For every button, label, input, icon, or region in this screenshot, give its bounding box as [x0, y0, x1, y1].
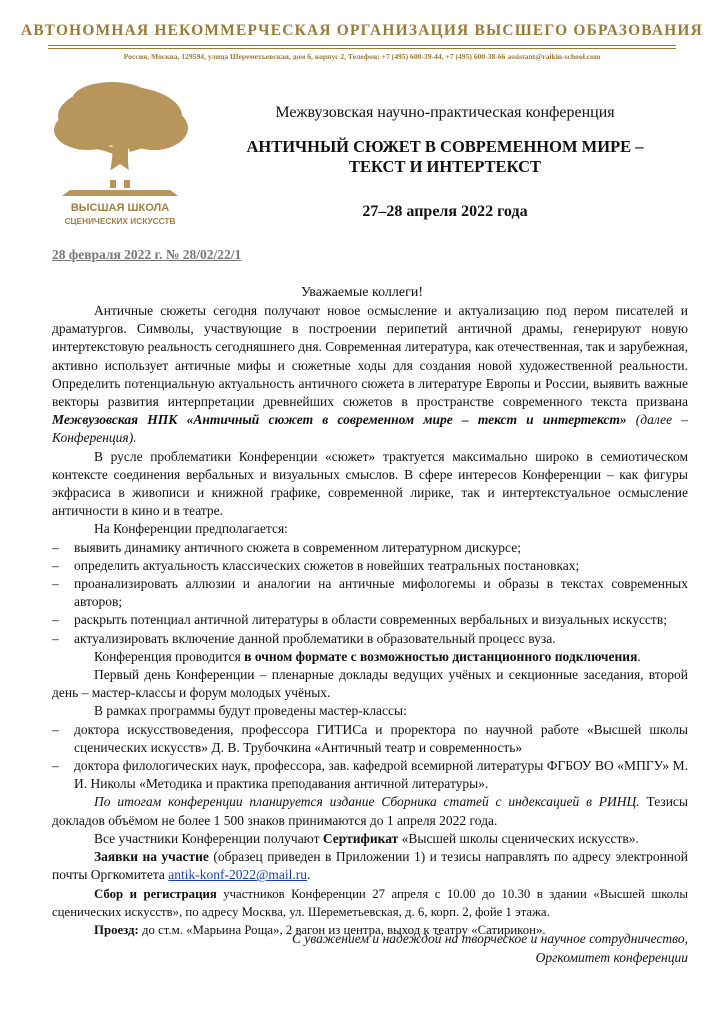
paragraph-masterclasses-intro: В рамках программы будут проведены мастер-классы:	[94, 703, 407, 719]
list-item	[52, 575, 688, 611]
conference-name-emphasis: Межвузовская НПК «Античный сюжет в современном мире – текст и интертекст»	[52, 412, 627, 428]
list-item	[52, 721, 688, 757]
masterclass-text: доктора искусствоведения, профессора ГИТИСа и проректора по научной работе «Высшей школы сценических искусств» Д. В. Трубочкина «Античный театр и современность»	[74, 721, 688, 755]
header-rule-bottom	[48, 48, 676, 49]
certificate-text: Все участники Конференции получают	[94, 830, 323, 846]
conference-dates: 27–28 апреля 2022 года	[362, 203, 528, 220]
dash: –	[52, 630, 59, 646]
directions-text: до ст.м. «Марьина Роща», 2 вагон из центра, выход к театру «Сатирикон».	[138, 922, 546, 937]
signature	[292, 930, 688, 967]
format-text: Конференция проводится	[94, 648, 245, 664]
list-item	[52, 539, 688, 557]
format-emphasis: в очном формате с возможностью дистанционного подключения	[244, 648, 638, 664]
address-line: Россия, Москва, 129594, улица Шереметьевская, дом 6, корпус 2, Телефон: +7 (495) 600-39-44, +7 (495) 600-38-66 assistant@raikin-school.com	[123, 52, 601, 61]
list-item	[52, 757, 688, 793]
header-rule-top	[48, 45, 676, 46]
dash: –	[52, 539, 59, 555]
list-item	[52, 630, 688, 648]
list-item	[52, 557, 688, 575]
list-item	[52, 611, 688, 629]
certificate-end: «Высшей школы сценических искусств».	[398, 830, 639, 846]
directions-emphasis: Проезд:	[94, 922, 139, 937]
dash: –	[52, 612, 59, 628]
publication-text: Тезисы докладов объёмом не более 1 500 знаков принимаются до 1 апреля 2022 года.	[52, 794, 688, 828]
goal-text: проанализировать аллюзии и аналогии на античные мифологемы и образы в текстах современных авторов;	[74, 576, 688, 610]
logo-line1: ВЫСШАЯ ШКОЛА	[70, 202, 170, 214]
goal-text: актуализировать включение данной проблематики в образовательный процесс вуза.	[74, 630, 556, 646]
format-end: .	[637, 648, 641, 664]
signature-line1: С уважением и надеждой на творческое и научное сотрудничество,	[292, 931, 688, 946]
tree-house-logo	[50, 78, 190, 228]
paragraph-registration	[52, 885, 688, 921]
conference-type: Межвузовская научно-практическая конференция	[275, 104, 615, 121]
document-number: 28 февраля 2022 г. № 28/02/22/1	[52, 247, 242, 262]
registration-text: участников Конференции 27 апреля с 10.00 до 10.30 в здании «Высшей школы сценических искусств», по адресу Москва, ул. Шереметьевская, д. 6, корп. 2, фойе 1 этажа.	[52, 886, 688, 919]
intro-end: (далее – Конференция).	[52, 412, 688, 446]
paragraph-applications	[52, 848, 688, 884]
greeting: Уважаемые коллеги!	[300, 285, 424, 300]
goal-text: определить актуальность классических сюжетов в новейших театральных постановках;	[74, 557, 580, 573]
paragraph-schedule: Первый день Конференции – пленарные доклады ведущих учёных и секционные заседания, второй день – мастер-классы и форум молодых учёных.	[52, 667, 688, 701]
paragraph-scope: В русле проблематики Конференции «сюжет» трактуется максимально широко в семиотическом контексте соединения вербальных и визуальных смыслов. В сфере интересов Конференции – как фигуры экфрасиса в живописи и книжной графике, современной лирике, так и интертекстуальное осмысление античности в кино и в театре.	[52, 448, 688, 519]
letter-body	[52, 302, 688, 939]
dash: –	[52, 758, 59, 774]
goal-text: выявить динамику античного сюжета в современном литературном дискурсе;	[74, 539, 521, 555]
email-link[interactable]: antik-konf-2022@mail.ru	[168, 867, 308, 883]
paragraph-certificate	[52, 830, 688, 848]
paragraph-goals-intro: На Конференции предполагается:	[94, 521, 288, 537]
applications-text: (образец приведен в Приложении 1) и тезисы направлять по адресу электронной почты Оргкомитета	[52, 849, 689, 883]
masterclass-text: доктора филологических наук, профессора, зав. кафедрой всемирной литературы ФГБОУ ВО «МПГУ» М. И. Николы «Методика и практика преподавания античной литературы».	[74, 758, 688, 792]
publication-emphasis: По итогам конференции планируется издание Сборника статей с индексацией в РИНЦ.	[94, 794, 640, 810]
logo-line2: СЦЕНИЧЕСКИХ ИСКУССТВ	[64, 216, 176, 226]
paragraph-format	[52, 648, 688, 666]
intro-text: Античные сюжеты сегодня получают новое осмысление и актуализацию под пером писателей и драматургов. Символы, участвующие в построении перипетий античной драмы, генерируют новую интертекстовую реальность сегодняшнего дня. Современная литература, как отечественная, так и зарубежная, активно использует античные мифы и сюжетные ходы для создания новой художественной реальности. Определить потенциальную актуальность античного сюжета в литературе Европы и России, выявить важные векторы развития интерпретации древнейших сюжетов в пространстве современного текста призвана	[52, 303, 688, 410]
dash: –	[52, 576, 59, 592]
applications-emphasis: Заявки на участие	[94, 849, 209, 865]
certificate-emphasis: Сертификат	[322, 830, 399, 846]
registration-emphasis: Сбор и регистрация	[94, 886, 217, 901]
title-line2: ТЕКСТ И ИНТЕРТЕКСТ	[348, 157, 541, 176]
dash: –	[52, 557, 59, 573]
conference-title	[210, 137, 680, 177]
paragraph-publication	[52, 793, 688, 829]
title-line1: АНТИЧНЫЙ СЮЖЕТ В СОВРЕМЕННОМ МИРЕ –	[246, 137, 644, 156]
applications-end: .	[307, 867, 311, 883]
signature-line2: Оргкомитет конференции	[535, 949, 688, 965]
paragraph-intro	[52, 302, 688, 448]
goal-text: раскрыть потенциал античной литературы в области современных вербальных и визуальных искусств;	[74, 612, 667, 628]
dash: –	[52, 721, 59, 737]
org-name: АВТОНОМНАЯ НЕКОММЕРЧЕСКАЯ ОРГАНИЗАЦИЯ ВЫСШЕГО ОБРАЗОВАНИЯ	[20, 22, 704, 39]
